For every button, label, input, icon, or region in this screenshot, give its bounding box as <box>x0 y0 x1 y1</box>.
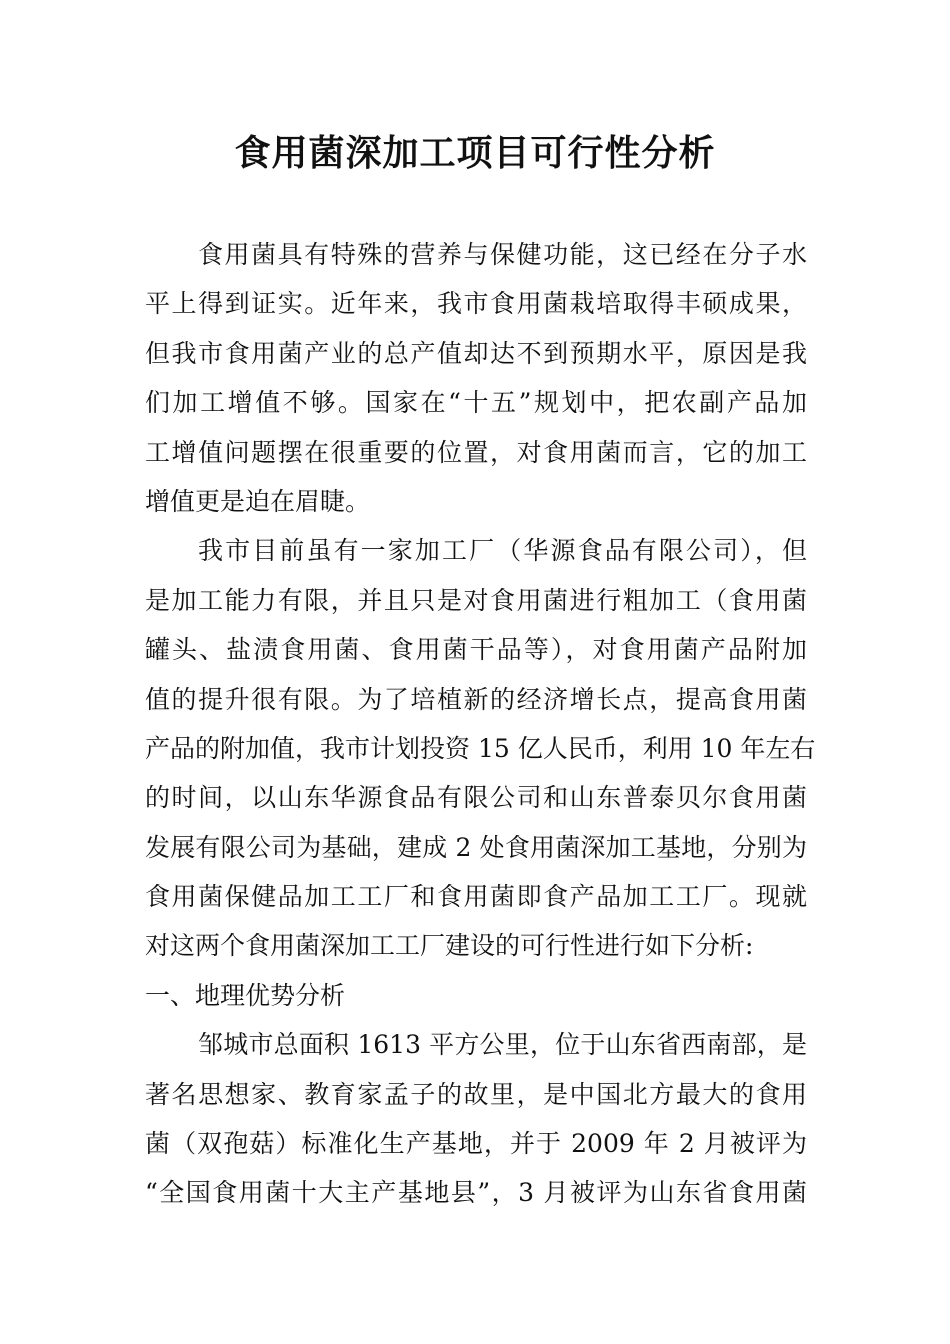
paragraph-line: 值的提升很有限。为了培植新的经济增长点，提高食用菌 <box>145 684 807 714</box>
paragraph-line: 们加工增值不够。国家在“十五”规划中，把农副产品加 <box>145 388 807 418</box>
paragraph-line: 但我市食用菌产业的总产值却达不到预期水平，原因是我 <box>145 338 807 368</box>
paragraph-line: 平上得到证实。近年来，我市食用菌栽培取得丰硕成果， <box>145 289 807 319</box>
paragraph-line: 食用菌保健品加工工厂和食用菌即食产品加工工厂。现就 <box>145 882 807 912</box>
document-title: 食用菌深加工项目可行性分析 <box>234 132 716 174</box>
section-heading: 一、地理优势分析 <box>145 980 346 1010</box>
document-body <box>145 230 816 1218</box>
paragraph-line: 罐头、盐渍食用菌、食用菌干品等），对食用菌产品附加 <box>145 635 807 665</box>
paragraph-line: 是加工能力有限，并且只是对食用菌进行粗加工（食用菌 <box>145 585 807 615</box>
paragraph-line: 邹城市总面积 1613 平方公里，位于山东省西南部，是 <box>198 1030 807 1060</box>
paragraph-line: 我市目前虽有一家加工厂（华源食品有限公司），但 <box>198 536 807 566</box>
paragraph-line: 发展有限公司为基础，建成 2 处食用菌深加工基地，分别为 <box>145 832 807 862</box>
paragraph-line: 菌（双孢菇）标准化生产基地，并于 2009 年 2 月被评为 <box>145 1129 807 1159</box>
paragraph-line: 著名思想家、教育家孟子的故里，是中国北方最大的食用 <box>145 1079 807 1109</box>
paragraph-line: 对这两个食用菌深加工工厂建设的可行性进行如下分析: <box>145 931 754 961</box>
paragraph-line: “全国食用菌十大主产基地县”，3 月被评为山东省食用菌 <box>145 1178 807 1208</box>
paragraph-line: 工增值问题摆在很重要的位置，对食用菌而言，它的加工 <box>145 437 807 467</box>
paragraph-line: 产品的附加值，我市计划投资 15 亿人民币，利用 10 年左右 <box>145 733 816 763</box>
paragraph-line: 增值更是迫在眉睫。 <box>145 486 371 516</box>
paragraph-line: 的时间，以山东华源食品有限公司和山东普泰贝尔食用菌 <box>145 783 807 813</box>
paragraph-line: 食用菌具有特殊的营养与保健功能，这已经在分子水 <box>198 240 807 269</box>
